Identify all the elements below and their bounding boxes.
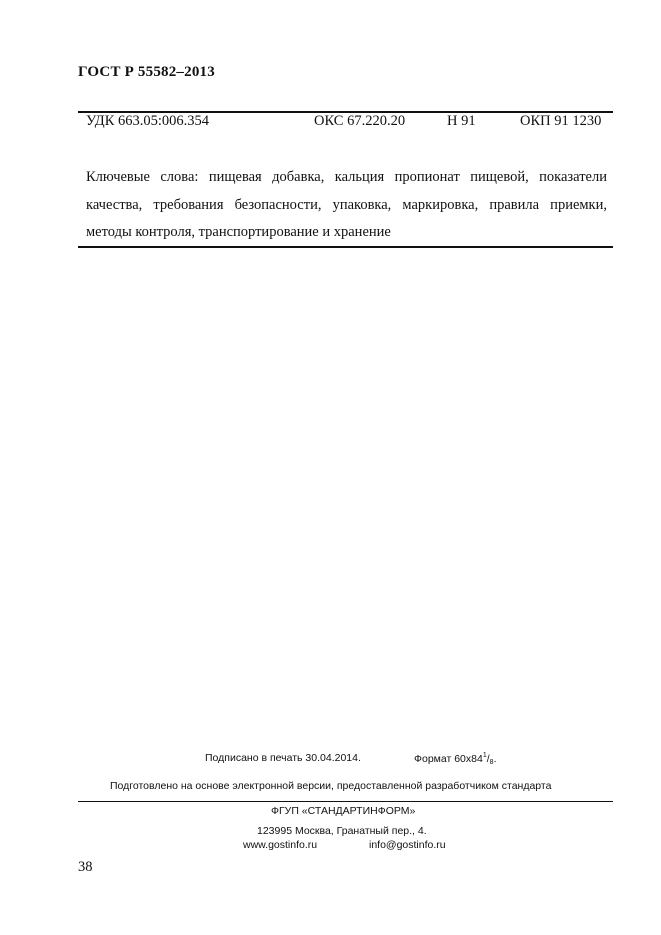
standard-title: ГОСТ Р 55582–2013: [78, 64, 215, 80]
format-label: Формат 60x84: [414, 753, 483, 765]
imprint-divider: [78, 801, 613, 802]
format-numerator: 1: [482, 752, 487, 759]
keywords-divider: [78, 246, 613, 248]
keywords-line: Ключевые слова: пищевая добавка, кальция пропионат пищевой, показатели: [86, 169, 607, 185]
keywords-paragraph: [86, 164, 607, 247]
publisher-name: ФГУП «СТАНДАРТИНФОРМ»: [271, 805, 416, 817]
keywords-line: качества, требования безопасности, упаковка, маркировка, правила приемки,: [86, 196, 607, 213]
paper-format: Формат $60x84^1/_8$.: [414, 752, 497, 766]
format-end: .: [493, 753, 497, 765]
publisher-address: 123995 Москва, Гранатный пер., 4.: [257, 825, 427, 837]
udk-code: УДК 663.05:006.354: [86, 113, 210, 129]
format-denominator: 8: [489, 759, 494, 766]
keywords-line: методы контроля, транспортирование и хранение: [86, 224, 391, 240]
oks-code: ОКС 67.220.20: [314, 113, 406, 129]
group-code: Н 91: [447, 113, 476, 129]
prepared-note: Подготовлено на основе электронной версии, предоставленной разработчиком стандарта: [110, 780, 552, 792]
publisher-website: www.gostinfo.ru: [243, 839, 318, 851]
signed-date: Подписано в печать 30.04.2014.: [205, 752, 361, 764]
page-number: 38: [78, 859, 93, 875]
publisher-email: info@gostinfo.ru: [369, 839, 446, 851]
okp-code: ОКП 91 1230: [520, 113, 602, 129]
